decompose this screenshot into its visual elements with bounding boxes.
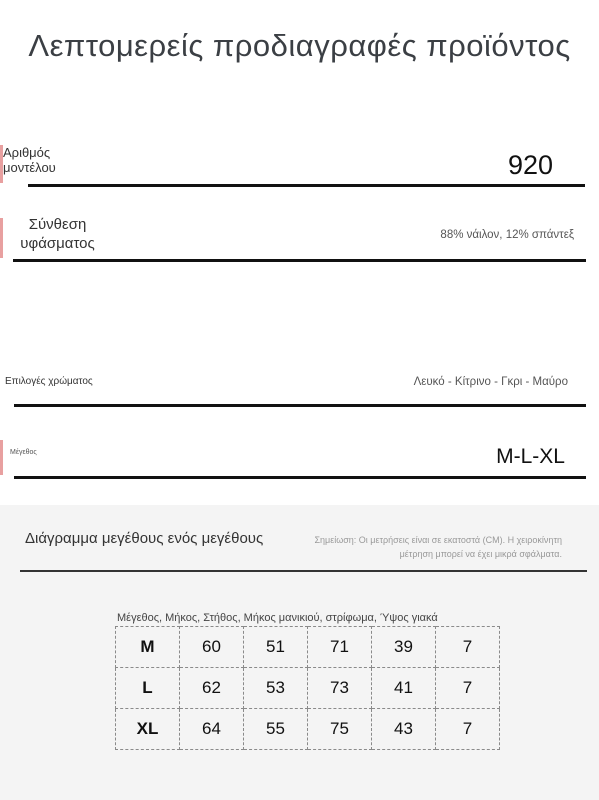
sleeve-cell: 73: [308, 668, 372, 709]
size-chart-title: Διάγραμμα μεγέθους ενός μεγέθους: [25, 530, 264, 547]
sleeve-cell: 75: [308, 709, 372, 750]
table-row: [116, 709, 500, 750]
spec-value-fabric: 88% νάιλον, 12% σπάντεξ: [440, 229, 574, 241]
spec-label-size: Μέγεθος: [10, 449, 37, 456]
length-cell: 64: [180, 709, 244, 750]
size-chart-note: Σημείωση: Οι μετρήσεις είναι σε εκατοστά (CM). Η χειροκίνητη μέτρηση μπορεί να έχει μικρά σφάλματα.: [314, 535, 562, 559]
spec-label-colors: Επιλογές χρώματος: [5, 376, 93, 387]
hem-cell: 39: [372, 627, 436, 668]
spec-accent-bar: [0, 218, 3, 258]
hem-cell: 43: [372, 709, 436, 750]
spec-divider: [28, 184, 585, 187]
table-row: [116, 627, 500, 668]
sleeve-cell: 71: [308, 627, 372, 668]
spec-accent-bar: [0, 440, 3, 475]
collar-cell: 7: [436, 709, 500, 750]
page-title: Λεπτομερείς προδιαγραφές προϊόντος: [28, 28, 571, 63]
size-cell: M: [116, 627, 180, 668]
spec-value-size: M-L-XL: [496, 445, 565, 468]
spec-divider: [14, 476, 586, 479]
chest-cell: 55: [244, 709, 308, 750]
table-row: [116, 668, 500, 709]
collar-cell: 7: [436, 668, 500, 709]
hem-cell: 41: [372, 668, 436, 709]
spec-value-model: 920: [507, 150, 553, 180]
size-chart-divider: [20, 570, 587, 572]
spec-label-model: Αριθμός μοντέλου: [3, 145, 56, 175]
chest-cell: 53: [244, 668, 308, 709]
collar-cell: 7: [436, 627, 500, 668]
spec-divider: [14, 404, 586, 407]
length-cell: 62: [180, 668, 244, 709]
size-table-header: Μέγεθος, Μήκος, Στήθος, Μήκος μανικιού, στρίφωμα, Ύψος γιακά: [117, 612, 438, 624]
spec-divider: [13, 259, 586, 262]
chest-cell: 51: [244, 627, 308, 668]
size-cell: XL: [116, 709, 180, 750]
length-cell: 60: [180, 627, 244, 668]
size-table: [115, 626, 500, 750]
spec-value-colors: Λευκό - Κίτρινο - Γκρι - Μαύρο: [413, 376, 568, 388]
spec-label-fabric: Σύνθεση υφάσματος: [20, 216, 95, 252]
size-cell: L: [116, 668, 180, 709]
